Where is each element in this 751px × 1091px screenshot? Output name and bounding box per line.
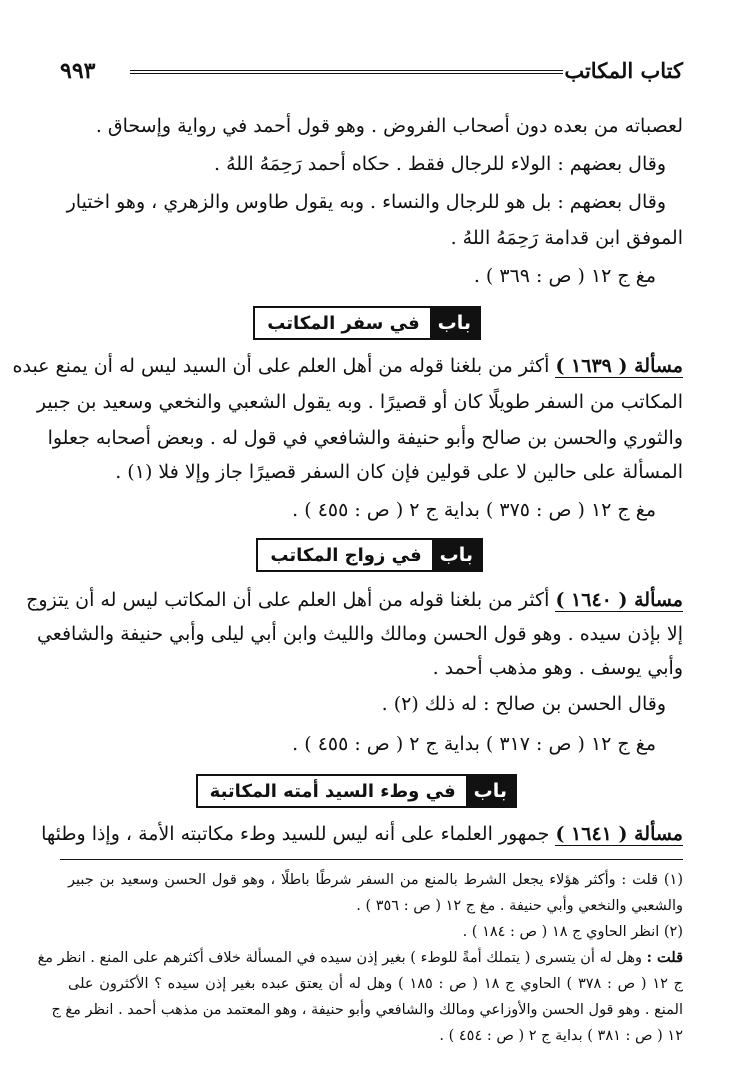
- body-line: المكاتب من السفر طويلًا كان أو قصيرًا . وبه يقول الشعبي والنخعي وسعيد بن جبير: [36, 391, 683, 413]
- body-line: وقال الحسن بن صالح : له ذلك (٢) .: [381, 693, 666, 715]
- footnote-line: ج ١٢ ( ص : ٣٧٨ ) الحاوي ج ١٨ ( ص : ١٨٥ ) وهل له أن يعتق عبده بغير إذن سيده ؟ الأكثرون على: [68, 976, 683, 992]
- body-line: المسألة على حالين لا على قولين فإن كان السفر قصيرًا جاز وإلا فلا (١) .: [115, 461, 683, 483]
- masala-line: [26, 586, 683, 614]
- footnote-line: [37, 946, 683, 970]
- body-line: لعصباته من بعده دون أصحاب الفروض . وهو قول أحمد في رواية وإسحاق .: [95, 115, 683, 137]
- reference-line: مغ ج ١٢ ( ص : ٣٦٩ ) .: [473, 265, 656, 287]
- body-line: وأبي يوسف . وهو مذهب أحمد .: [432, 657, 683, 679]
- masala-line: [41, 820, 683, 848]
- bab-label: باب: [430, 308, 479, 338]
- masala-label: مسألة ( ١٦٤١ ): [555, 823, 683, 845]
- chapter-heading: [253, 306, 481, 340]
- footnote-line: المنع . وهو قول الحسن والأوزاعي ومالك والشافعي وأبو حنيفة ، وهو المعتمد من مذهب أحمد . انظر مغ ج: [51, 1002, 683, 1018]
- chapter-title: في وطء السيد أمته المكاتبة: [198, 776, 466, 806]
- running-header: [60, 58, 683, 86]
- body-line: الموفق ابن قدامة رَحِمَهُ اللهُ .: [450, 227, 683, 249]
- masala-text: جمهور العلماء على أنه ليس للسيد وطء مكاتبته الأمة ، وإذا وطئها: [41, 823, 550, 845]
- chapter-heading: [256, 538, 483, 572]
- reference-line: مغ ج ١٢ ( ص : ٣١٧ ) بداية ج ٢ ( ص : ٤٥٥ ) .: [292, 733, 656, 755]
- chapter-title: في سفر المكاتب: [255, 308, 429, 338]
- body-line: والثوري والحسن بن صالح وأبو حنيفة والشافعي في قول له . وبعض أصحابه جعلوا: [47, 427, 683, 449]
- footnote-line: (٢) انظر الحاوي ج ١٨ ( ص : ١٨٤ ) .: [462, 924, 683, 940]
- masala-text: أكثر من بلغنا قوله من أهل العلم على أن السيد ليس له أن يمنع عبده: [12, 355, 550, 377]
- footnote-qult-label: قلت :: [646, 949, 683, 966]
- masala-text: أكثر من بلغنا قوله من أهل العلم على أن المكاتب ليس له أن يتزوج: [26, 589, 550, 611]
- footnote-line: (١) قلت : وأكثر هؤلاء يجعل الشرط بالمنع من السفر شرطًا باطلًا ، وهو قول الحسن وسعيد بن جبير: [68, 872, 683, 888]
- footnote-separator: [60, 859, 683, 860]
- masala-line: [12, 352, 683, 380]
- masala-label: مسألة ( ١٦٣٩ ): [555, 355, 683, 377]
- footnote-line: والشعبي والنخعي وأبي حنيفة . مغ ج ١٢ ( ص : ٣٥٦ ) .: [356, 898, 683, 914]
- page-number: ٩٩٣: [60, 58, 96, 84]
- bab-label: باب: [466, 776, 515, 806]
- chapter-title: في زواج المكاتب: [258, 540, 431, 570]
- bab-label: باب: [432, 540, 481, 570]
- chapter-running-title: كتاب المكاتب: [564, 58, 683, 83]
- footnote-line: ١٢ ( ص : ٣٨١ ) بداية ج ٢ ( ص : ٤٥٤ ) .: [439, 1028, 683, 1044]
- chapter-heading: [196, 774, 517, 808]
- header-rule: [130, 70, 563, 74]
- reference-line: مغ ج ١٢ ( ص : ٣٧٥ ) بداية ج ٢ ( ص : ٤٥٥ ) .: [292, 499, 656, 521]
- footnote-text: وهل له أن يتسرى ( يتملك أمةً للوطء ) بغير إذن سيده في المسألة خلاف أكثرهم على المنع . انظر مغ: [37, 950, 643, 966]
- masala-label: مسألة ( ١٦٤٠ ): [555, 589, 683, 611]
- body-line: وقال بعضهم : بل هو للرجال والنساء . وبه يقول طاوس والزهري ، وهو اختيار: [66, 191, 666, 213]
- body-line: إلا بإذن سيده . وهو قول الحسن ومالك والليث وابن أبي ليلى وأبي حنيفة والشافعي: [36, 623, 683, 645]
- body-line: وقال بعضهم : الولاء للرجال فقط . حكاه أحمد رَحِمَهُ اللهُ .: [214, 153, 666, 175]
